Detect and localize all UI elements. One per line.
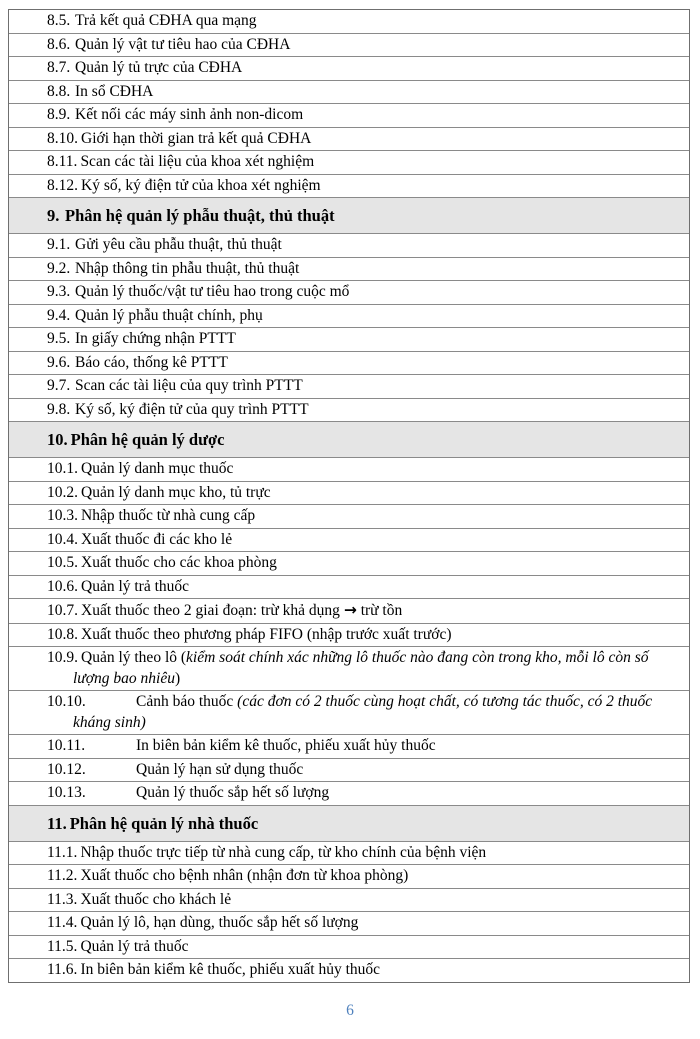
- table-row: [9, 912, 689, 936]
- row-number: 9.5.: [47, 330, 71, 347]
- table-row: [9, 505, 689, 529]
- section-title: Phân hệ quản lý nhà thuốc: [69, 813, 259, 833]
- row-text-segment: Xuất thuốc cho các khoa phòng: [81, 554, 277, 571]
- row-text-segment: Nhập thông tin phẫu thuật, thủ thuật: [75, 259, 300, 277]
- row-text-segment: Quản lý vật tư tiêu hao của CĐHA: [75, 35, 291, 53]
- row-number: 10.1.: [47, 460, 78, 477]
- row-number: 10.11.: [47, 737, 86, 754]
- row-text-segment: Cảnh báo thuốc: [136, 693, 238, 710]
- row-text-segment: Xuất thuốc cho bệnh nhân (nhận đơn từ khoa phòng): [80, 867, 409, 884]
- row-text: [73, 693, 652, 731]
- row-text: [81, 602, 402, 619]
- row-text-segment: Quản lý danh mục thuốc: [81, 460, 234, 477]
- row-number: 8.8.: [47, 82, 71, 100]
- table-row: [9, 691, 689, 735]
- row-text-segment: In giấy chứng nhận PTTT: [75, 330, 236, 347]
- row-text: [80, 891, 231, 908]
- table-row: [9, 258, 689, 282]
- row-text-segment: In biên bản kiểm kê thuốc, phiếu xuất hủy thuốc: [80, 961, 381, 978]
- row-text-segment: Trả kết quả CĐHA qua mạng: [75, 12, 257, 29]
- table-row: [9, 175, 689, 199]
- row-number: 10.13.: [47, 784, 86, 801]
- row-number: 10.4.: [47, 530, 78, 548]
- row-number: 10.10.: [47, 693, 86, 710]
- row-text: [81, 460, 233, 477]
- row-text-segment: Quản lý phẫu thuật chính, phụ: [75, 306, 263, 324]
- features-table: [8, 9, 690, 983]
- table-row: [9, 34, 689, 58]
- row-number: 10.7.: [47, 602, 78, 619]
- row-text-segment: Xuất thuốc theo phương pháp FIFO (nhập trước xuất trước): [81, 625, 452, 643]
- row-text-segment: Quản lý trả thuốc: [81, 577, 190, 595]
- section-number: 9.: [47, 206, 60, 225]
- row-text-segment: Kết nối các máy sinh ảnh non-dicom: [75, 106, 304, 123]
- row-text: [75, 106, 303, 123]
- row-text: [75, 59, 242, 76]
- row-text: [75, 377, 303, 394]
- row-text-segment: Xuất thuốc theo 2 giai đoạn: trừ khả dụng: [81, 602, 344, 619]
- row-text: [136, 784, 329, 801]
- row-text: [81, 507, 255, 524]
- row-text: [80, 938, 188, 955]
- row-text-segment: Scan các tài liệu của khoa xét nghiệm: [80, 153, 315, 170]
- row-text-segment: Quản lý danh mục kho, tủ trực: [81, 483, 271, 501]
- row-text-segment: Scan các tài liệu của quy trình PTTT: [75, 377, 303, 394]
- row-text: [75, 236, 282, 253]
- row-number: 11.1.: [47, 843, 78, 861]
- table-row: [9, 599, 689, 624]
- row-number: 9.8.: [47, 400, 71, 418]
- table-row: [9, 128, 689, 152]
- table-row: [9, 529, 689, 553]
- row-text: [75, 307, 263, 324]
- row-text: [75, 36, 290, 53]
- row-number: 9.1.: [47, 236, 71, 253]
- row-text: [75, 283, 349, 300]
- row-text-segment: Giới hạn thời gian trả kết quả CĐHA: [81, 129, 312, 147]
- row-number: 9.6.: [47, 353, 71, 371]
- row-text-segment: ): [174, 669, 181, 687]
- table-row: [9, 305, 689, 329]
- row-text-segment: Gửi yêu cầu phẫu thuật, thủ thuật: [75, 236, 282, 253]
- row-text-segment: Quản lý thuốc/vật tư tiêu hao trong cuộc mổ: [75, 283, 350, 300]
- table-row: [9, 842, 689, 866]
- section-header-row: [9, 198, 689, 234]
- table-row: [9, 735, 689, 759]
- table-row: [9, 482, 689, 506]
- row-text: [81, 484, 271, 501]
- row-number: 8.5.: [47, 12, 71, 29]
- row-text: [75, 260, 299, 277]
- row-number: 10.6.: [47, 577, 78, 595]
- table-row: [9, 151, 689, 175]
- right-arrow-glyph: →: [343, 601, 357, 619]
- section-header-row: [9, 422, 689, 458]
- row-text: [80, 867, 408, 884]
- section-title: Phân hệ quản lý dược: [70, 430, 225, 449]
- table-row: [9, 328, 689, 352]
- row-number: 9.7.: [47, 377, 71, 394]
- table-row: [9, 234, 689, 258]
- table-row: [9, 782, 689, 806]
- row-text-italic: (các đơn có 2 thuốc cùng hoạt chất, có tương tác thuốc, có 2 thuốc kháng sinh): [73, 693, 653, 731]
- row-text-segment: Ký số, ký điện tử của quy trình PTTT: [75, 400, 309, 418]
- row-number: 8.6.: [47, 35, 71, 53]
- row-text-segment: Quản lý thuốc sắp hết số lượng: [136, 784, 330, 801]
- row-text: [75, 83, 153, 100]
- row-number: 11.3.: [47, 890, 78, 908]
- row-number: 11.5.: [47, 937, 78, 955]
- section-title: Phân hệ quản lý phẫu thuật, thủ thuật: [65, 206, 335, 225]
- table-row: [9, 865, 689, 889]
- table-row: [9, 352, 689, 376]
- row-number: 9.2.: [47, 259, 71, 277]
- row-number: 8.10.: [47, 129, 78, 147]
- table-row: [9, 375, 689, 399]
- row-text-segment: In biên bản kiểm kê thuốc, phiếu xuất hủy thuốc: [136, 737, 436, 754]
- table-row: [9, 759, 689, 783]
- row-text: [80, 961, 380, 978]
- table-row: [9, 458, 689, 482]
- table-row: [9, 57, 689, 81]
- row-text: [136, 737, 436, 754]
- row-text-segment: Quản lý tủ trực của CĐHA: [75, 59, 243, 76]
- table-row: [9, 281, 689, 305]
- table-row: [9, 624, 689, 648]
- page-number: 6: [346, 1002, 354, 1019]
- row-text-segment: Báo cáo, thống kê PTTT: [75, 353, 228, 371]
- table-row: [9, 104, 689, 128]
- row-text: [80, 153, 314, 170]
- row-number: 8.9.: [47, 106, 71, 123]
- row-text-segment: In sổ CĐHA: [75, 82, 154, 100]
- row-text: [81, 531, 232, 548]
- row-text-segment: Quản lý lô, hạn dùng, thuốc sắp hết số lượng: [80, 914, 359, 931]
- row-number: 11.2.: [47, 867, 78, 884]
- row-text: [80, 914, 358, 931]
- row-text: [81, 578, 189, 595]
- row-number: 8.11.: [47, 153, 78, 170]
- row-text: [80, 844, 486, 861]
- row-text: [75, 354, 228, 371]
- row-text-segment: trừ tồn: [356, 602, 403, 619]
- section-number: 10.: [47, 430, 68, 449]
- table-row: [9, 959, 689, 982]
- row-text-segment: Quản lý theo lô (: [81, 649, 187, 666]
- row-number: 8.7.: [47, 59, 71, 76]
- row-text-segment: Quản lý trả thuốc: [80, 937, 189, 955]
- table-row: [9, 576, 689, 600]
- row-text-segment: Nhập thuốc trực tiếp từ nhà cung cấp, từ kho chính của bệnh viện: [80, 843, 487, 861]
- row-number: 10.9.: [47, 649, 78, 666]
- row-text-segment: Xuất thuốc đi các kho lẻ: [81, 530, 233, 548]
- row-number: 10.5.: [47, 554, 78, 571]
- row-number: 9.3.: [47, 283, 71, 300]
- row-number: 9.4.: [47, 306, 71, 324]
- table-row: [9, 399, 689, 423]
- table-row: [9, 647, 689, 691]
- row-text-segment: Ký số, ký điện tử của khoa xét nghiệm: [81, 176, 321, 194]
- row-text-segment: Nhập thuốc từ nhà cung cấp: [81, 507, 256, 524]
- row-text: [81, 177, 321, 194]
- row-text: [81, 626, 451, 643]
- row-text-segment: Quản lý hạn sử dụng thuốc: [136, 760, 304, 778]
- row-text: [75, 401, 309, 418]
- table-row: [9, 889, 689, 913]
- table-row: [9, 81, 689, 105]
- row-text: [136, 761, 303, 778]
- section-number: 11.: [47, 813, 67, 833]
- row-number: 11.4.: [47, 914, 78, 931]
- row-number: 10.2.: [47, 483, 78, 501]
- row-text-italic: kiểm soát chính xác những lô thuốc nào đang còn trong kho, mỗi lô còn số lượng bao nhiêu: [73, 649, 649, 687]
- row-text: [73, 649, 649, 687]
- row-number: 10.8.: [47, 625, 78, 643]
- row-number: 8.12.: [47, 176, 78, 194]
- row-text: [75, 330, 236, 347]
- row-number: 10.12.: [47, 760, 86, 778]
- table-row: [9, 936, 689, 960]
- row-number: 11.6.: [47, 961, 78, 978]
- row-number: 10.3.: [47, 507, 78, 524]
- row-text: [81, 554, 277, 571]
- section-header-row: [9, 806, 689, 842]
- table-row: [9, 552, 689, 576]
- row-text: [75, 12, 257, 29]
- row-text-segment: Xuất thuốc cho khách lẻ: [80, 890, 232, 908]
- row-text: [81, 130, 311, 147]
- table-row: [9, 10, 689, 34]
